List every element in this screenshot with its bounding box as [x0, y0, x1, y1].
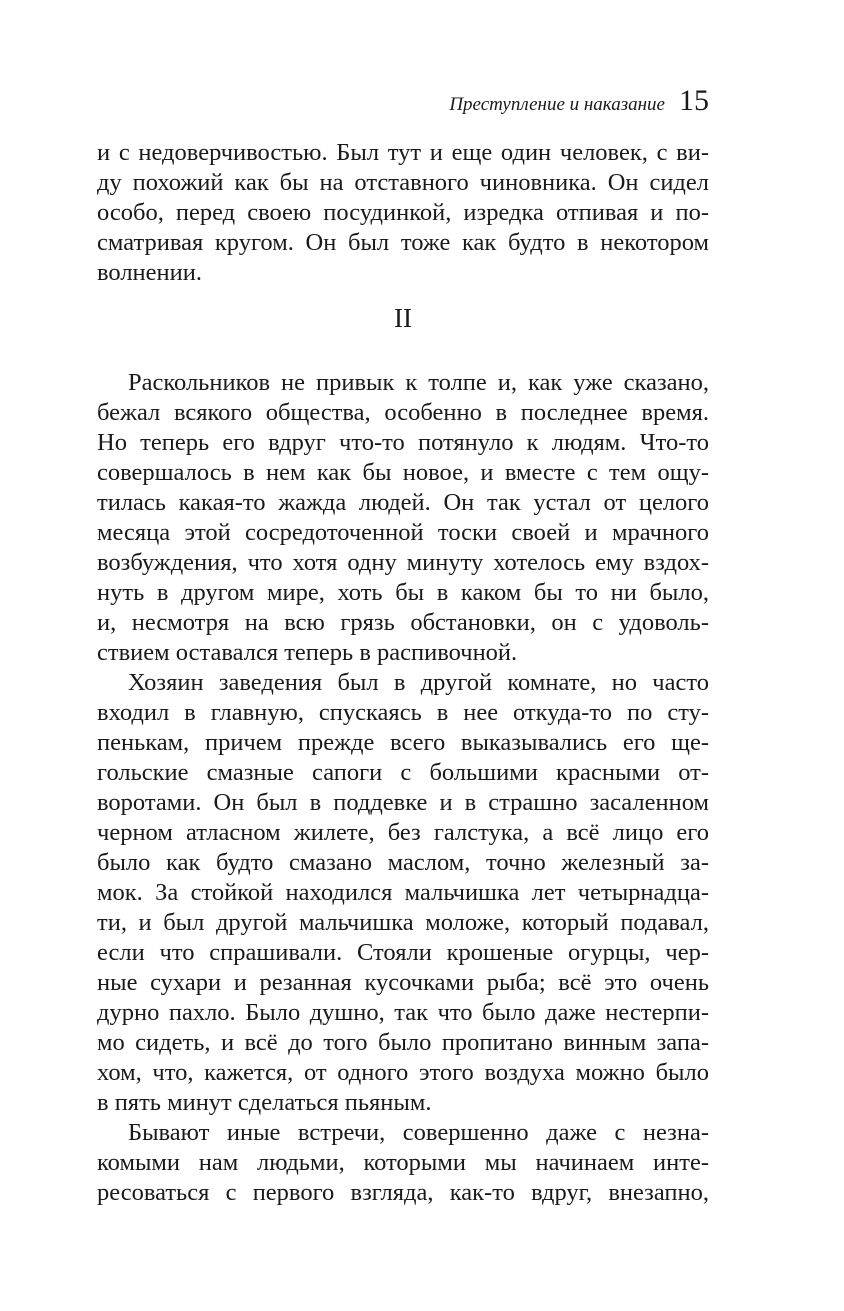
- text-line: ти, и был другой мальчишка моложе, который подавал,: [97, 909, 709, 936]
- text-line: тилась какая-то жажда людей. Он так устал от целого: [97, 489, 709, 516]
- text-line: мок. За стойкой находился мальчишка лет четырнадца-: [97, 879, 709, 906]
- text-line: Хозяин заведения был в другой комнате, но часто: [128, 669, 709, 696]
- text-line: пенькам, причем прежде всего выказывались его ще-: [97, 729, 709, 756]
- continuation-paragraph: [97, 138, 709, 288]
- text-line: Бывают иные встречи, совершенно даже с незна-: [128, 1119, 709, 1146]
- text-line: волнении.: [97, 259, 202, 286]
- text-line: воротами. Он был в поддевке и в страшно засаленном: [97, 789, 709, 816]
- text-line: мо сидеть, и всё до того было пропитано винным запа-: [97, 1029, 709, 1056]
- text-line: бежал всякого общества, особенно в последнее время.: [97, 399, 709, 426]
- text-line: гольские смазные сапоги с большими красными от-: [97, 759, 709, 786]
- text-line: ресоваться с первого взгляда, как-то вдруг, внезапно,: [97, 1179, 709, 1206]
- running-header: [97, 86, 709, 138]
- text-line: ду похожий как бы на отставного чиновника. Он сидел: [97, 169, 709, 196]
- paragraph: [97, 368, 709, 668]
- section-heading: II: [394, 303, 412, 333]
- text-line: ные сухари и резанная кусочками рыба; всё это очень: [97, 969, 709, 996]
- text-line: сматривая кругом. Он был тоже как будто в некотором: [97, 229, 709, 256]
- text-line: в пять минут сделаться пьяным.: [97, 1089, 432, 1116]
- text-line: Но теперь его вдруг что-то потянуло к людям. Что-то: [97, 429, 709, 456]
- text-line: и с недоверчивостью. Был тут и еще один человек, с ви-: [97, 139, 709, 166]
- paragraph: [97, 1118, 709, 1208]
- text-line: было как будто смазано маслом, точно железный за-: [97, 849, 709, 876]
- text-line: особо, перед своею посудинкой, изредка отпивая и по-: [97, 199, 709, 226]
- text-line: черном атласном жилете, без галстука, а всё лицо его: [97, 819, 709, 846]
- text-line: и, несмотря на всю грязь обстановки, он с удоволь-: [97, 609, 709, 636]
- text-line: совершалось в нем как бы новое, и вместе с тем ощу-: [97, 459, 709, 486]
- text-line: если что спрашивали. Стояли крошеные огурцы, чер-: [97, 939, 709, 966]
- text-line: входил в главную, спускаясь в нее откуда-то по сту-: [97, 699, 709, 726]
- book-page: [97, 86, 709, 1208]
- book-title: Преступление и наказание: [449, 94, 665, 115]
- text-line: возбуждения, что хотя одну минуту хотелось ему вздох-: [97, 549, 709, 576]
- text-line: комыми нам людьми, которыми мы начинаем инте-: [97, 1149, 709, 1176]
- text-line: месяца этой сосредоточенной тоски своей и мрачного: [97, 519, 709, 546]
- paragraph: [97, 668, 709, 1118]
- text-line: Раскольников не привык к толпе и, как уже сказано,: [128, 369, 709, 396]
- text-line: дурно пахло. Было душно, так что было даже нестерпи-: [97, 999, 709, 1026]
- text-line: хом, что, кажется, от одного этого воздуха можно было: [97, 1059, 709, 1086]
- text-line: ствием оставался теперь в распивочной.: [97, 639, 518, 666]
- text-line: нуть в другом мире, хоть бы в каком бы то ни было,: [97, 579, 709, 606]
- page-number: 15: [679, 84, 709, 117]
